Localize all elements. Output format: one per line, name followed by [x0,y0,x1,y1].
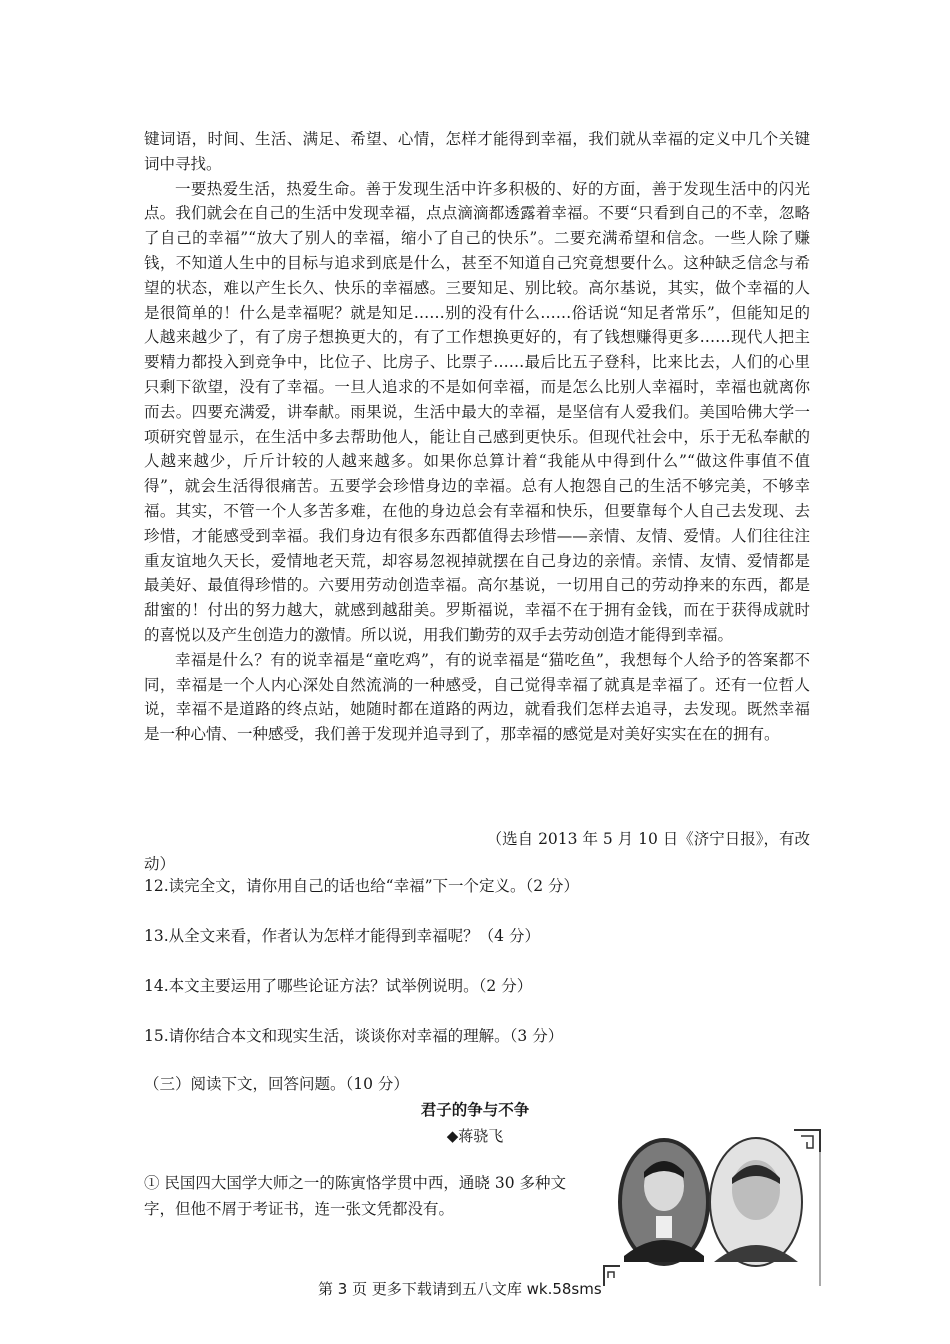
article-paragraph-main: 一要热爱生活，热爱生命。善于发现生活中许多积极的、好的方面，善于发现生活中的闪光点。我们就会在自己的生活中发现幸福，点点滴滴都透露着幸福。不要“只看到自己的不幸，忽略了自己的幸福”“放大了别人的幸福，缩小了自己的快乐”。二要充满希望和信念。一些人除了赚钱，不知道人生中的目标与追求到底是什么，甚至不知道自己究竟想要什么。这种缺乏信念与希望的状态，难以产生长久、快乐的幸福感。三要知足、别比较。高尔基说，其实，做个幸福的人是很简单的！什么是幸福呢？就是知足……别的没有什么……俗话说“知足者常乐”，但能知足的人越来越少了，有了房子想换更大的，有了工作想换更好的，有了钱想赚得更多……现代人把主要精力都投入到竞争中，比位子、比房子、比票子……最后比五子登科，比来比去，人们的心里只剩下欲望，没有了幸福。一旦人追求的不是如何幸福，而是怎么比别人幸福时，幸福也就离你而去。四要充满爱，讲奉献。雨果说，生活中最大的幸福，是坚信有人爱我们。美国哈佛大学一项研究曾显示，在生活中多去帮助他人，能让自己感到更快乐。但现代社会中，乐于无私奉献的人越来越少，斤斤计较的人越来越多。如果你总算计着“我能从中得到什么”“做这件事值不值得”，就会生活得很痛苦。五要学会珍惜身边的幸福。总有人抱怨自己的生活不够完美，不够幸福。其实，不管一个人多苦多难，在他的身边总会有幸福和快乐，但要靠每个人自己去发现、去珍惜，才能感受到幸福。我们身边有很多东西都值得去珍惜——亲情、友情、爱情。人们往往注重友谊地久天长，爱情地老天荒，却容易忽视掉就摆在自己身边的亲情。亲情、友情、爱情都是最美好、最值得珍惜的。六要用劳动创造幸福。高尔基说，一切用自己的劳动挣来的东西，都是甜蜜的！付出的努力越大，就感到越甜美。罗斯福说，幸福不在于拥有金钱，而在于获得成就时的喜悦以及产生创造力的激情。所以说，用我们勤劳的双手去劳动创造才能得到幸福。 [144,179,810,644]
section-heading: （三）阅读下文，回答问题。（10 分） [144,1075,409,1093]
article-source [144,827,810,877]
passage-paragraph-1: ① 民国四大国学大师之一的陈寅恪学贯中西，通晓 30 多种文字，但他不屑于考证书，连一张文凭都没有。 [144,1174,567,1218]
article-body [144,127,810,747]
passage-author: ◆蒋骁飞 [446,1127,504,1145]
passage-title: 君子的争与不争 [420,1101,530,1119]
article-paragraph-conclusion: 幸福是什么？有的说幸福是“童吃鸡”，有的说幸福是“猫吃鱼”，我想每个人给予的答案都不同，幸福是一个人内心深处自然流淌的一种感受，自己觉得幸福了就真是幸福了。还有一位哲人说，幸福不是道路的终点站，她随时都在道路的两边，就看我们怎样去追寻，去发现。既然幸福是一种心情、一种感受，我们善于发现并追寻到了，那幸福的感觉是对美好实实在在的拥有。 [144,650,810,744]
question-13: 13.从全文来看，作者认为怎样才能得到幸福呢？（4 分） [144,927,540,945]
portrait-photo [598,1128,824,1288]
question-15: 15.请你结合本文和现实生活，谈谈你对幸福的理解。（3 分） [144,1027,564,1045]
question-14: 14.本文主要运用了哪些论证方法？试举例说明。（2 分） [144,977,533,995]
article-paragraph-intro: 键词语，时间、生活、满足、希望、心情，怎样才能得到幸福，我们就从幸福的定义中几个关键词中寻找。 [144,130,810,173]
page-footer: 第 3 页 更多下载请到五八文库 wk.58sms [318,1280,602,1298]
source-line-2: 动） [144,854,176,873]
source-line-1: （选自 2013 年 5 月 10 日《济宁日报》，有改 [486,830,810,848]
question-12: 12.读完全文，请你用自己的话也给“幸福”下一个定义。（2 分） [144,877,580,895]
